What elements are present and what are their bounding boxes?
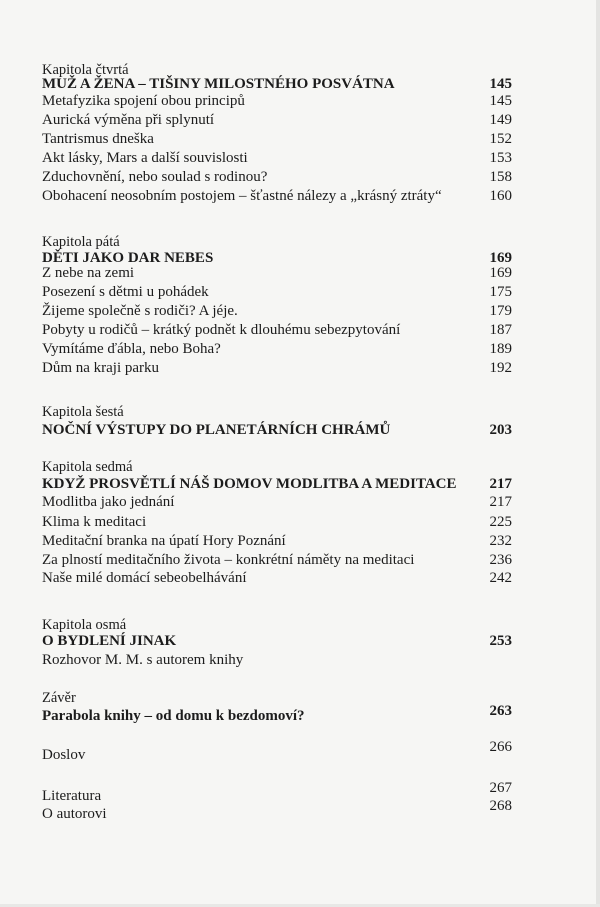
toc-entry-text: Posezení s dětmi u pohádek <box>42 284 209 300</box>
toc-entry-text: Za plností meditačního života – konkrétní náměty na meditaci <box>42 552 415 568</box>
toc-label-text: Závěr <box>42 690 76 706</box>
toc-title-text: KDYŽ PROSVĚTLÍ NÁŠ DOMOV MODLITBA A MEDITACE <box>42 476 457 492</box>
toc-page-number: 175 <box>489 284 512 300</box>
toc-title-text: Parabola knihy – od domu k bezdomoví? <box>42 708 305 724</box>
toc-entry <box>42 339 512 359</box>
toc-title <box>42 631 512 651</box>
toc-label-text: Kapitola čtvrtá <box>42 62 129 78</box>
toc-title <box>42 420 512 440</box>
toc-entry-text: O autorovi <box>42 806 107 822</box>
toc-entry-text: Zduchovnění, nebo soulad s rodinou? <box>42 169 268 185</box>
toc-title-text: DĚTI JAKO DAR NEBES <box>42 250 214 266</box>
toc-entry <box>42 282 512 302</box>
toc-entry-text: Akt lásky, Mars a další souvislosti <box>42 150 248 166</box>
toc-label <box>42 402 512 422</box>
toc-entry <box>42 780 512 806</box>
toc-entry-text: Obohacení neosobním postojem – šťastné nálezy a „krásný ztráty“ <box>42 188 442 204</box>
toc-page-number: 169 <box>489 265 512 281</box>
toc-entry <box>42 320 512 340</box>
toc-entry-text: Žijeme společně s rodiči? A jéje. <box>42 303 238 319</box>
toc-page-number: 242 <box>489 570 512 586</box>
toc-entry-text: Rozhovor M. M. s autorem knihy <box>42 652 244 668</box>
toc-page-number: 232 <box>489 533 512 549</box>
toc-entry <box>42 492 512 512</box>
toc-title-text: NOČNÍ VÝSTUPY DO PLANETÁRNÍCH CHRÁMŮ <box>42 422 391 438</box>
toc-entry-text: Modlitba jako jednání <box>42 494 175 510</box>
toc-entry <box>42 650 512 670</box>
toc-label-text: Kapitola pátá <box>42 234 120 250</box>
toc-page-number: 179 <box>489 303 512 319</box>
toc-page-number: 149 <box>489 112 512 128</box>
toc-label <box>42 688 512 708</box>
toc-page-number: 236 <box>489 552 512 568</box>
toc-page-number: 225 <box>489 514 512 530</box>
toc-entry-text: Pobyty u rodičů – krátký podnět k dlouhému sebezpytování <box>42 322 401 338</box>
toc-entry <box>42 301 512 321</box>
page-edge <box>596 0 600 907</box>
toc-label-text: Kapitola sedmá <box>42 459 133 475</box>
toc-entry-text: Dům na kraji parku <box>42 360 160 376</box>
toc-page-number: 203 <box>489 422 512 438</box>
toc-entry <box>42 739 512 765</box>
toc-entry-text: Metafyzika spojení obou principů <box>42 93 245 109</box>
toc-page-number: 189 <box>489 341 512 357</box>
toc-entry <box>42 167 512 187</box>
toc-page-number: 217 <box>489 476 512 492</box>
toc-page-number: 160 <box>489 188 512 204</box>
toc-title <box>42 703 512 726</box>
toc-entry-text: Klima k meditaci <box>42 514 147 530</box>
toc-page-number: 169 <box>489 250 512 266</box>
toc-page-number: 192 <box>489 360 512 376</box>
toc-page-number: 158 <box>489 169 512 185</box>
toc-page-number: 145 <box>489 93 512 109</box>
toc-entry <box>42 550 512 570</box>
toc-title-text: MUŽ A ŽENA – TIŠINY MILOSTNÉHO POSVÁTNA <box>42 76 395 92</box>
toc-page-number: 266 <box>489 739 512 755</box>
toc-page-number: 268 <box>489 798 512 814</box>
toc-entry-text: Vymítáme ďábla, nebo Boha? <box>42 341 221 357</box>
toc-entry-text: Z nebe na zemi <box>42 265 135 281</box>
toc-page-number: 217 <box>489 494 512 510</box>
toc-entry <box>42 531 512 551</box>
toc-entry <box>42 91 512 111</box>
toc-label-text: Kapitola šestá <box>42 404 124 420</box>
toc-entry <box>42 129 512 149</box>
toc-entry <box>42 110 512 130</box>
toc-page-number: 267 <box>489 780 512 796</box>
toc-page-number: 187 <box>489 322 512 338</box>
toc-entry-text: Meditační branka na úpatí Hory Poznání <box>42 533 286 549</box>
toc-entry-text: Literatura <box>42 788 102 804</box>
toc-entry-text: Tantrismus dneška <box>42 131 154 147</box>
toc-page-number: 145 <box>489 76 512 92</box>
toc-entry <box>42 798 512 824</box>
toc-page-number: 263 <box>489 703 512 719</box>
toc-entry-text: Aurická výměna při splynutí <box>42 112 215 128</box>
toc-entry <box>42 512 512 532</box>
toc-entry <box>42 358 512 378</box>
toc-entry <box>42 568 512 588</box>
toc-page-number: 253 <box>489 633 512 649</box>
toc-entry <box>42 148 512 168</box>
toc-entry <box>42 263 512 283</box>
toc-entry-text: Doslov <box>42 747 86 763</box>
toc-title-text: O BYDLENÍ JINAK <box>42 633 177 649</box>
toc-label-text: Kapitola osmá <box>42 617 127 633</box>
toc-page-number: 153 <box>489 150 512 166</box>
toc-entry <box>42 186 512 206</box>
toc-page-number: 152 <box>489 131 512 147</box>
toc-entry-text: Naše milé domácí sebeobelhávání <box>42 570 247 586</box>
toc-title <box>42 474 512 494</box>
